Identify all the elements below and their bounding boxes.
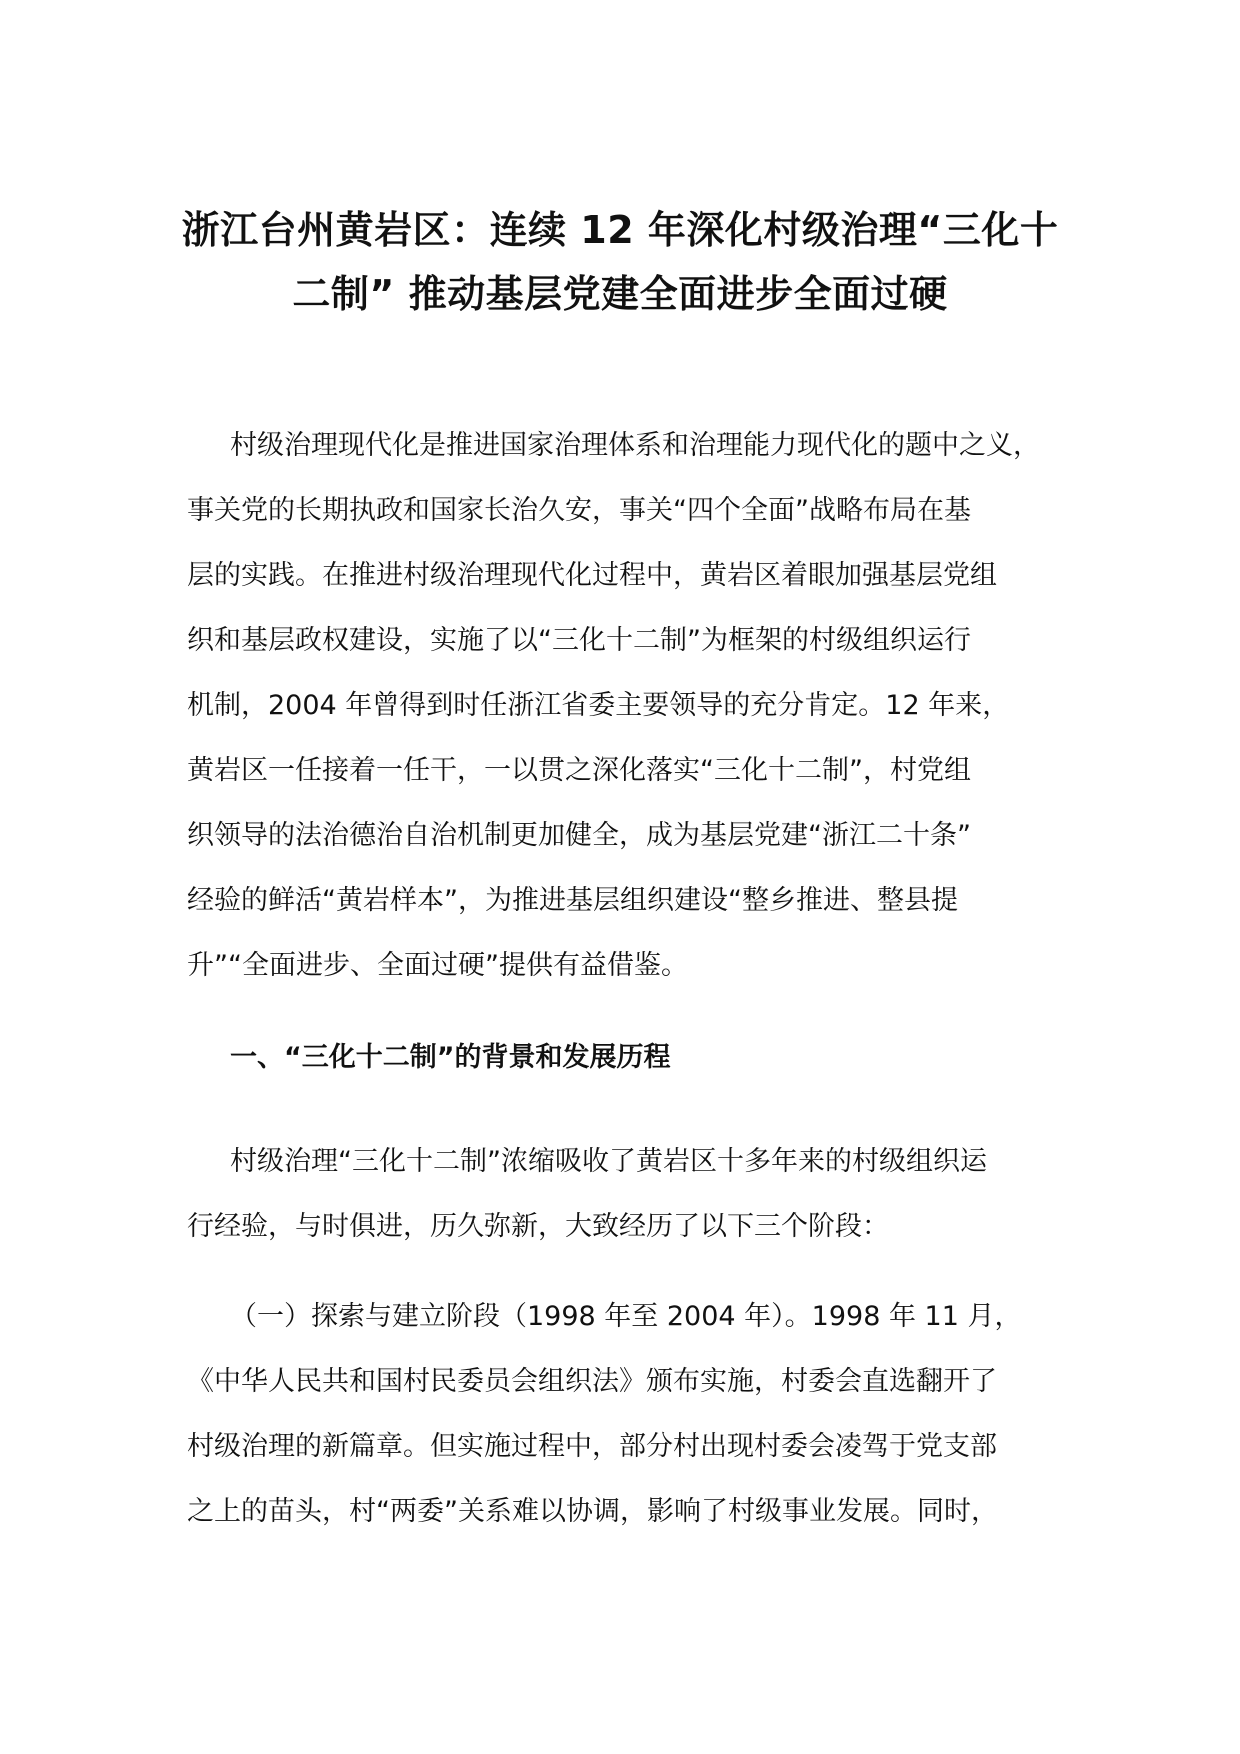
section-heading: 一、“三化十二制”的背景和发展历程 bbox=[230, 1042, 671, 1073]
title-line-1: 浙江台州黄岩区：连续 12 年深化村级治理“三化十 bbox=[181, 208, 1059, 252]
paragraph-line: 织和基层政权建设，实施了以“三化十二制”为框架的村级组织运行 bbox=[187, 625, 971, 656]
paragraph-line: 升”“全面进步、全面过硬”提供有益借鉴。 bbox=[187, 950, 688, 981]
paragraph-line: 经验的鲜活“黄岩样本”，为推进基层组织建设“整乡推进、整县提 bbox=[187, 885, 958, 916]
paragraph-background bbox=[187, 1129, 1067, 1259]
paragraph-line: 村级治理的新篇章。但实施过程中，部分村出现村委会凌驾于党支部 bbox=[187, 1431, 997, 1462]
paragraph-line: 黄岩区一任接着一任干，一以贯之深化落实“三化十二制”，村党组 bbox=[187, 755, 971, 786]
paragraph-stage-one bbox=[187, 1284, 1067, 1544]
paragraph-line: （一）探索与建立阶段（1998 年至 2004 年）。1998 年 11 月， bbox=[230, 1301, 1022, 1332]
paragraph-line: 村级治理现代化是推进国家治理体系和治理能力现代化的题中之义， bbox=[230, 430, 1040, 461]
paragraph-line: 事关党的长期执政和国家长治久安，事关“四个全面”战略布局在基 bbox=[187, 495, 971, 526]
paragraph-line: 行经验，与时俱进，历久弥新，大致经历了以下三个阶段： bbox=[187, 1211, 889, 1242]
title-line-2: 二制” 推动基层党建全面进步全面过硬 bbox=[292, 272, 948, 316]
paragraph-intro bbox=[187, 413, 1067, 998]
paragraph-line: 机制，2004 年曾得到时任浙江省委主要领导的充分肯定。12 年来， bbox=[187, 690, 1010, 721]
document-title bbox=[150, 198, 1090, 326]
paragraph-line: 之上的苗头，村“两委”关系难以协调，影响了村级事业发展。同时， bbox=[187, 1496, 998, 1527]
paragraph-line: 《中华人民共和国村民委员会组织法》颁布实施，村委会直选翻开了 bbox=[187, 1366, 997, 1397]
paragraph-line: 村级治理“三化十二制”浓缩吸收了黄岩区十多年来的村级组织运 bbox=[230, 1146, 987, 1177]
paragraph-line: 层的实践。在推进村级治理现代化过程中，黄岩区着眼加强基层党组 bbox=[187, 560, 997, 591]
paragraph-line: 织领导的法治德治自治机制更加健全，成为基层党建“浙江二十条” bbox=[187, 820, 971, 851]
